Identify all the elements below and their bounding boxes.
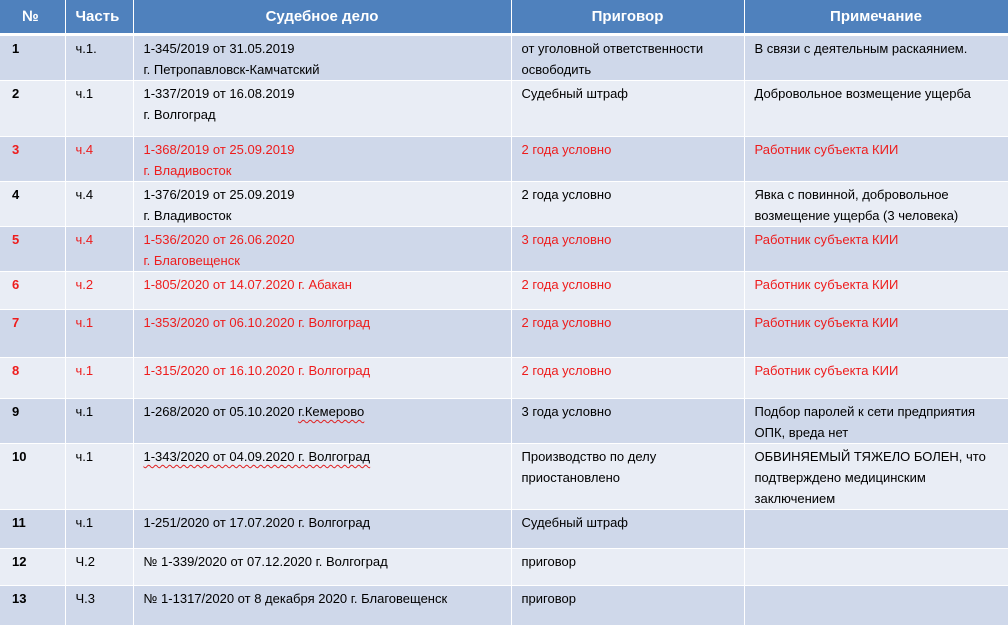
case-line-1: 1-337/2019 от 16.08.2019 <box>143 86 295 101</box>
row-part: ч.1 <box>65 358 133 399</box>
row-verdict: 2 года условно <box>511 182 744 227</box>
row-number: 2 <box>0 81 65 137</box>
row-case: 1-251/2020 от 17.07.2020 г. Волгоград <box>133 510 511 549</box>
table-row <box>0 549 1008 586</box>
row-part: Ч.2 <box>65 549 133 586</box>
table-row <box>0 35 1008 81</box>
case-line-2: г. Владивосток <box>143 163 232 178</box>
row-note: Добровольное возмещение ущерба <box>744 81 1008 137</box>
row-note: Подбор паролей к сети предприятия ОПК, вреда нет <box>744 399 1008 444</box>
row-part: ч.4 <box>65 137 133 182</box>
case-line-2: г. Волгоград <box>143 107 216 122</box>
header-num: № <box>0 0 65 35</box>
row-number: 5 <box>0 227 65 272</box>
row-part: ч.2 <box>65 272 133 310</box>
table-row <box>0 137 1008 182</box>
row-verdict: 3 года условно <box>511 399 744 444</box>
row-verdict: Производство по делу приостановлено <box>511 444 744 510</box>
case-city: г.Кемерово <box>298 404 365 419</box>
row-number: 1 <box>0 35 65 81</box>
row-part: ч.1 <box>65 399 133 444</box>
case-line-2: г. Петропавловск-Камчатский <box>143 62 320 77</box>
row-number: 10 <box>0 444 65 510</box>
row-note: ОБВИНЯЕМЫЙ ТЯЖЕЛО БОЛЕН, что подтверждено медицинским заключением <box>744 444 1008 510</box>
row-note <box>744 549 1008 586</box>
row-part: ч.1 <box>65 81 133 137</box>
row-number: 9 <box>0 399 65 444</box>
header-case: Судебное дело <box>133 0 511 35</box>
case-line-1: 1-376/2019 от 25.09.2019 <box>143 187 295 202</box>
row-number: 4 <box>0 182 65 227</box>
row-note: Работник субъекта КИИ <box>744 358 1008 399</box>
row-case <box>133 227 511 272</box>
table-row <box>0 510 1008 549</box>
row-verdict: 2 года условно <box>511 358 744 399</box>
row-part: Ч.3 <box>65 586 133 626</box>
row-verdict: Судебный штраф <box>511 81 744 137</box>
case-line-1: 1-368/2019 от 25.09.2019 <box>143 142 295 157</box>
table-row <box>0 272 1008 310</box>
row-part: ч.1 <box>65 444 133 510</box>
table-row <box>0 81 1008 137</box>
row-case <box>133 399 511 444</box>
row-note <box>744 510 1008 549</box>
row-case <box>133 81 511 137</box>
row-part: ч.1 <box>65 510 133 549</box>
row-verdict: 2 года условно <box>511 137 744 182</box>
row-number: 13 <box>0 586 65 626</box>
row-verdict: 2 года условно <box>511 272 744 310</box>
table-row <box>0 399 1008 444</box>
row-number: 6 <box>0 272 65 310</box>
row-verdict: Судебный штраф <box>511 510 744 549</box>
case-line-1: 1-343/2020 от 04.09.2020 г. Волгоград <box>143 449 371 464</box>
row-case: № 1-1317/2020 от 8 декабря 2020 г. Благовещенск <box>133 586 511 626</box>
table-row <box>0 182 1008 227</box>
row-note: Работник субъекта КИИ <box>744 310 1008 358</box>
table-row <box>0 358 1008 399</box>
case-line-2: г. Благовещенск <box>143 253 240 268</box>
row-case <box>133 137 511 182</box>
case-line-2: г. Владивосток <box>143 208 232 223</box>
row-part: ч.4 <box>65 182 133 227</box>
row-verdict: от уголовной ответственности освободить <box>511 35 744 81</box>
case-line-1: 1-345/2019 от 31.05.2019 <box>143 41 295 56</box>
row-note: Работник субъекта КИИ <box>744 272 1008 310</box>
row-verdict: 2 года условно <box>511 310 744 358</box>
row-note: Явка с повинной, добровольное возмещение ущерба (3 человека) <box>744 182 1008 227</box>
header-row <box>0 0 1008 35</box>
row-case <box>133 182 511 227</box>
row-case: 1-315/2020 от 16.10.2020 г. Волгоград <box>133 358 511 399</box>
row-verdict: приговор <box>511 549 744 586</box>
row-verdict: приговор <box>511 586 744 626</box>
header-part: Часть <box>65 0 133 35</box>
row-case: 1-805/2020 от 14.07.2020 г. Абакан <box>133 272 511 310</box>
row-number: 8 <box>0 358 65 399</box>
row-case: № 1-339/2020 от 07.12.2020 г. Волгоград <box>133 549 511 586</box>
row-case: 1-353/2020 от 06.10.2020 г. Волгоград <box>133 310 511 358</box>
row-number: 3 <box>0 137 65 182</box>
row-note: В связи с деятельным раскаянием. <box>744 35 1008 81</box>
row-number: 7 <box>0 310 65 358</box>
table-row <box>0 586 1008 626</box>
row-part: ч.1 <box>65 310 133 358</box>
row-note: Работник субъекта КИИ <box>744 227 1008 272</box>
case-prefix: 1-268/2020 от 05.10.2020 <box>143 404 299 419</box>
row-case <box>133 444 511 510</box>
row-verdict: 3 года условно <box>511 227 744 272</box>
table-row <box>0 227 1008 272</box>
row-case <box>133 35 511 81</box>
row-number: 12 <box>0 549 65 586</box>
header-note: Примечание <box>744 0 1008 35</box>
row-part: ч.1. <box>65 35 133 81</box>
table-row <box>0 444 1008 510</box>
row-part: ч.4 <box>65 227 133 272</box>
row-number: 11 <box>0 510 65 549</box>
table-row <box>0 310 1008 358</box>
case-line-1: 1-536/2020 от 26.06.2020 <box>143 232 295 247</box>
row-note: Работник субъекта КИИ <box>744 137 1008 182</box>
row-note <box>744 586 1008 626</box>
header-verdict: Приговор <box>511 0 744 35</box>
